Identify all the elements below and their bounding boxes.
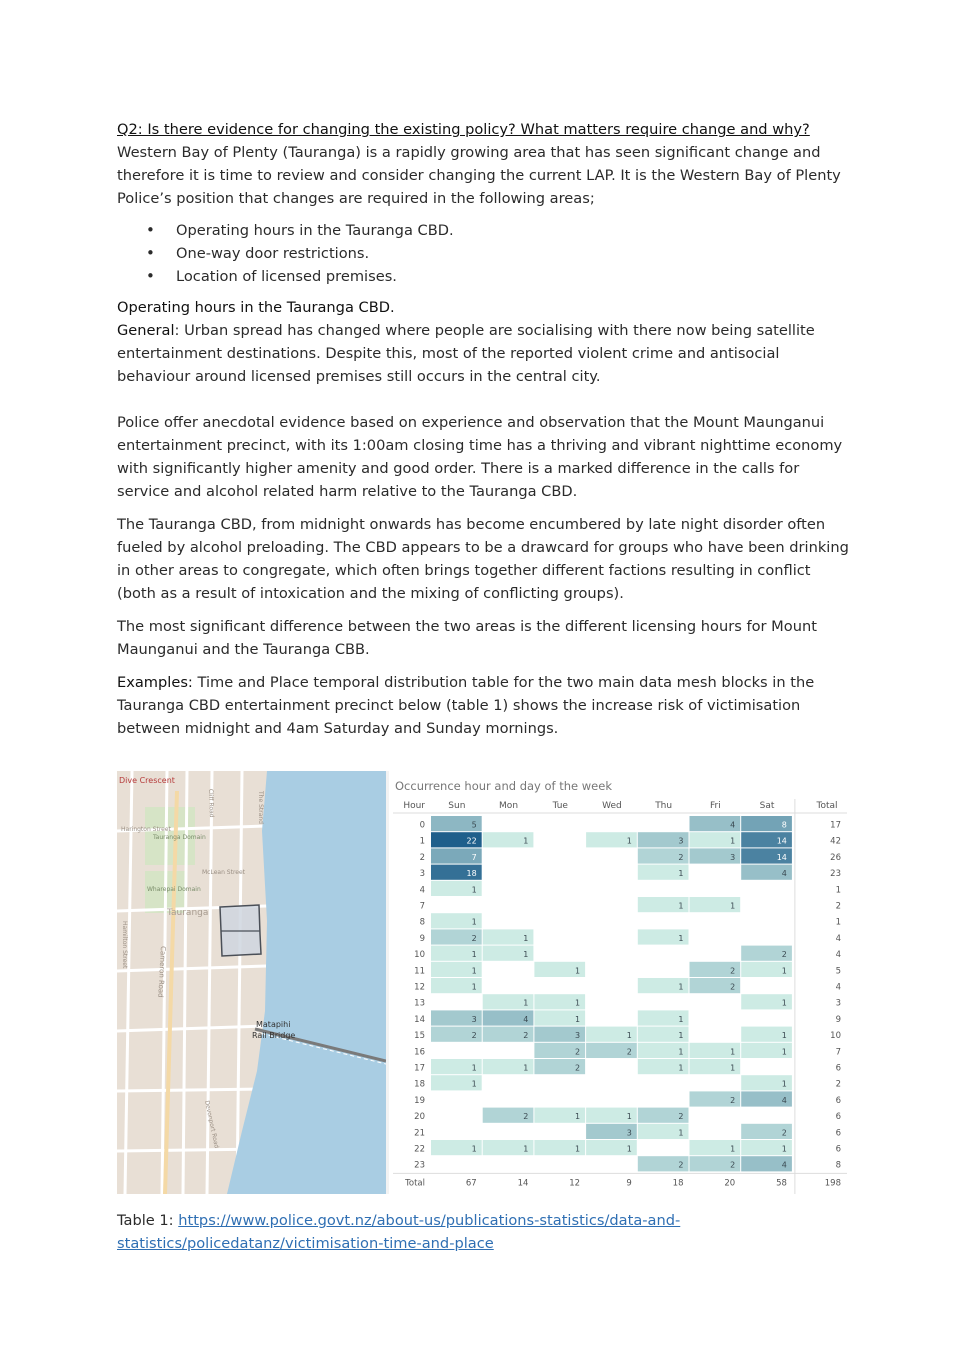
cell-value: 2 [730, 1160, 736, 1170]
cell-value: 1 [730, 901, 736, 911]
hour-label: 1 [419, 836, 425, 847]
column-total: 14 [517, 1178, 529, 1189]
cell-value: 2 [730, 966, 736, 976]
list-item: • Location of licensed premises. [117, 265, 852, 288]
cell-value: 1 [730, 1063, 736, 1073]
cell-value: 5 [471, 820, 477, 830]
map-label: Tauranga Domain [153, 834, 206, 841]
cell-value: 1 [523, 1063, 529, 1073]
cell-value: 1 [523, 836, 529, 846]
general-text: : Urban spread has changed where people are socialising with there now being satellite entertainment destinations. Despite this, most of the reported violent crime and antisocial behaviour around licensed premises still occurs in the central city. [117, 322, 815, 385]
hour-label: 17 [414, 1063, 425, 1074]
cell-value: 2 [678, 1112, 684, 1122]
cell-value: 1 [781, 1144, 787, 1154]
cell-value: 8 [781, 820, 787, 830]
cell-value: 1 [523, 950, 529, 960]
list-item: • Operating hours in the Tauranga CBD. [117, 219, 852, 242]
cell-value: 2 [471, 933, 477, 943]
hour-label: 7 [419, 901, 425, 912]
hour-label: 13 [414, 998, 425, 1009]
cell-value: 2 [523, 1031, 529, 1041]
map-label: Wharepai Domain [147, 886, 201, 893]
cell-value: 1 [781, 998, 787, 1008]
row-total: 2 [835, 901, 841, 912]
cell-value: 18 [466, 869, 477, 879]
cell-value: 2 [471, 1031, 477, 1041]
cell-value: 1 [471, 966, 477, 976]
cell-value: 4 [523, 1014, 529, 1024]
cell-value: 2 [678, 852, 684, 862]
cell-value: 1 [678, 1031, 684, 1041]
cell-value: 14 [776, 836, 787, 846]
area-map [117, 771, 386, 1194]
row-total: 10 [830, 1031, 841, 1042]
day-column-header: Tue [552, 801, 568, 811]
hour-label: 10 [414, 950, 425, 961]
intro-paragraph: Western Bay of Plenty (Tauranga) is a rapidly growing area that has seen significant change and therefore it is time to review and consider changing the current LAP. It is the Western Bay of Plenty Police’s position that changes are required in the following areas; [117, 144, 841, 207]
cell-value: 2 [626, 1047, 632, 1057]
cell-value: 1 [626, 1031, 632, 1041]
hour-label: 23 [414, 1160, 425, 1171]
cell-value: 1 [523, 933, 529, 943]
map-label: Matapihi [256, 1020, 291, 1029]
map-label: The Strand [257, 791, 264, 824]
row-total: 4 [835, 933, 841, 944]
cell-value: 1 [781, 1079, 787, 1089]
source-link[interactable]: https://www.police.govt.nz/about-us/publications-statistics/data-and- [178, 1212, 681, 1229]
cell-value: 1 [678, 869, 684, 879]
hour-label: 2 [419, 852, 425, 863]
hour-label: 9 [419, 933, 425, 944]
hour-label: 11 [414, 966, 425, 977]
column-total: 18 [672, 1178, 684, 1189]
table-1-figure [117, 771, 851, 1194]
occurrence-table [389, 771, 851, 1194]
row-total: 4 [835, 950, 841, 961]
cell-value: 1 [678, 1063, 684, 1073]
caption-separator: : [168, 1212, 179, 1229]
list-item: • One-way door restrictions. [117, 242, 852, 265]
cell-value: 2 [730, 1095, 736, 1105]
hour-label: 4 [419, 885, 425, 896]
change-areas-list [117, 219, 852, 288]
hour-label: 21 [414, 1128, 425, 1139]
cell-value: 4 [781, 1095, 787, 1105]
caption-label: Table 1 [117, 1212, 169, 1229]
cbd-disorder-paragraph: The Tauranga CBD, from midnight onwards has become encumbered by late night disorder often fueled by alcohol preloading. The CBD appears to be a drawcard for groups who have been drinking in other areas to congregate, which often brings together different factions resulting in conflict (both as a result of intoxication and the mixing of conflicting groups). [117, 516, 849, 602]
map-label: Tauranga [167, 908, 209, 918]
cell-value: 2 [781, 1128, 787, 1138]
cell-value: 14 [776, 852, 787, 862]
hour-label: 22 [414, 1144, 425, 1155]
cell-value: 1 [523, 998, 529, 1008]
cell-value: 1 [471, 1063, 477, 1073]
row-total: 1 [835, 885, 841, 896]
cell-value: 1 [471, 982, 477, 992]
cell-value: 1 [471, 1079, 477, 1089]
anecdotal-paragraph: Police offer anecdotal evidence based on experience and observation that the Mount Maunganui entertainment precinct, with its 1:00am closing time has a thriving and vibrant nighttime economy with significantly higher amenity and good order. There is a marked difference in the calls for service and alcohol related harm relative to the Tauranga CBD. [117, 414, 843, 500]
examples-label: Examples: [117, 674, 193, 691]
licensing-hours-paragraph: The most significant difference between the two areas is the different licensing hours for Mount Maunganui and the Tauranga CBB. [117, 618, 817, 658]
column-total: 67 [465, 1178, 477, 1189]
day-column-header: Sun [448, 801, 466, 811]
cell-value: 1 [678, 1128, 684, 1138]
cell-value: 1 [678, 901, 684, 911]
row-total: 6 [835, 1112, 841, 1123]
cell-value: 2 [575, 1047, 581, 1057]
general-label: General [117, 322, 175, 339]
cell-value: 1 [730, 1047, 736, 1057]
map-label: Cameron Road [156, 945, 167, 998]
column-total: 20 [724, 1178, 736, 1189]
row-total: 2 [835, 1079, 841, 1090]
row-total: 6 [835, 1095, 841, 1106]
hour-label: 19 [414, 1095, 425, 1106]
cell-value: 1 [471, 950, 477, 960]
day-column-header: Mon [499, 801, 519, 811]
cell-value: 4 [781, 869, 787, 879]
cell-value: 3 [626, 1128, 632, 1138]
question-heading: Q2: Is there evidence for changing the existing policy? What matters require change and why? [117, 121, 810, 138]
totals-row-label: Total [405, 1178, 425, 1189]
hour-column-header: Hour [403, 801, 425, 811]
row-total: 9 [835, 1014, 841, 1025]
examples-paragraph [117, 671, 852, 740]
cell-value: 1 [575, 1014, 581, 1024]
hour-label: 14 [414, 1014, 425, 1025]
cell-value: 1 [781, 966, 787, 976]
row-total: 1 [835, 917, 841, 928]
hour-label: 8 [419, 917, 425, 928]
map-label: Harington Street [121, 826, 171, 833]
cell-value: 22 [466, 836, 477, 846]
cell-value: 2 [523, 1112, 529, 1122]
row-total: 4 [835, 982, 841, 993]
cell-value: 3 [730, 852, 736, 862]
map-label: Cliff Road [207, 788, 215, 818]
table-caption [117, 1209, 852, 1255]
row-total: 6 [835, 1144, 841, 1155]
total-column-header: Total [816, 801, 838, 811]
cell-value: 2 [730, 982, 736, 992]
cell-value: 1 [575, 1144, 581, 1154]
cell-value: 7 [471, 852, 477, 862]
cell-value: 2 [678, 1160, 684, 1170]
row-total: 7 [835, 1047, 841, 1058]
cell-value: 1 [471, 1144, 477, 1154]
cell-value: 1 [575, 966, 581, 976]
cell-value: 1 [781, 1047, 787, 1057]
hour-label: 12 [414, 982, 425, 993]
cell-value: 1 [678, 933, 684, 943]
cell-value: 1 [575, 1112, 581, 1122]
cell-value: 4 [781, 1160, 787, 1170]
cell-value: 3 [575, 1031, 581, 1041]
column-total: 58 [776, 1178, 787, 1189]
hour-label: 0 [419, 820, 425, 831]
heatmap-table [389, 771, 851, 1194]
day-column-header: Thu [655, 801, 673, 811]
day-column-header: Fri [709, 801, 721, 811]
hour-label: 15 [414, 1031, 425, 1042]
map-label: McLean Street [202, 869, 246, 876]
map-image [117, 771, 386, 1194]
map-label: Rail Bridge [252, 1031, 296, 1040]
row-total: 17 [830, 820, 841, 831]
row-total: 3 [835, 998, 841, 1009]
cell-value: 1 [678, 1014, 684, 1024]
table-title: Occurrence hour and day of the week [395, 779, 612, 793]
document-body [117, 118, 852, 740]
cell-value: 2 [575, 1063, 581, 1073]
column-total: 9 [626, 1178, 632, 1189]
source-link-continued[interactable]: statistics/policedatanz/victimisation-time-and-place [117, 1235, 494, 1252]
cell-value: 4 [730, 820, 736, 830]
hour-label: 3 [419, 869, 425, 880]
cell-value: 1 [471, 917, 477, 927]
cell-value: 1 [471, 885, 477, 895]
row-total: 5 [835, 966, 841, 977]
map-label: Devonport Road [203, 1099, 220, 1149]
hour-label: 16 [414, 1047, 425, 1058]
row-total: 6 [835, 1063, 841, 1074]
hour-label: 20 [414, 1112, 425, 1123]
cell-value: 3 [471, 1014, 477, 1024]
day-column-header: Wed [602, 801, 622, 811]
cell-value: 2 [781, 950, 787, 960]
examples-text: Time and Place temporal distribution table for the two main data mesh blocks in the Tauranga CBD entertainment precinct below (table 1) shows the increase risk of victimisation between midnight and 4am Saturday and Sunday mornings. [117, 674, 815, 737]
day-column-header: Sat [759, 801, 775, 811]
hour-label: 18 [414, 1079, 425, 1090]
grand-total: 198 [824, 1178, 841, 1189]
map-label: Hamilton Street [121, 921, 128, 969]
cell-value: 1 [678, 1047, 684, 1057]
cell-value: 1 [730, 836, 736, 846]
cell-value: 1 [626, 1144, 632, 1154]
general-paragraph [117, 319, 852, 388]
cell-value: 1 [523, 1144, 529, 1154]
cell-value: 1 [678, 982, 684, 992]
section-heading: Operating hours in the Tauranga CBD. [117, 299, 395, 316]
cell-value: 1 [626, 1112, 632, 1122]
map-label: Dive Crescent [119, 776, 175, 785]
cell-value: 1 [626, 836, 632, 846]
cell-value: 3 [678, 836, 684, 846]
row-total: 26 [830, 852, 841, 863]
row-total: 23 [830, 869, 841, 880]
cell-value: 1 [730, 1144, 736, 1154]
row-total: 6 [835, 1128, 841, 1139]
column-total: 12 [569, 1178, 581, 1189]
cell-value: 1 [575, 998, 581, 1008]
row-total: 42 [830, 836, 841, 847]
cell-value: 1 [781, 1031, 787, 1041]
row-total: 8 [835, 1160, 841, 1171]
